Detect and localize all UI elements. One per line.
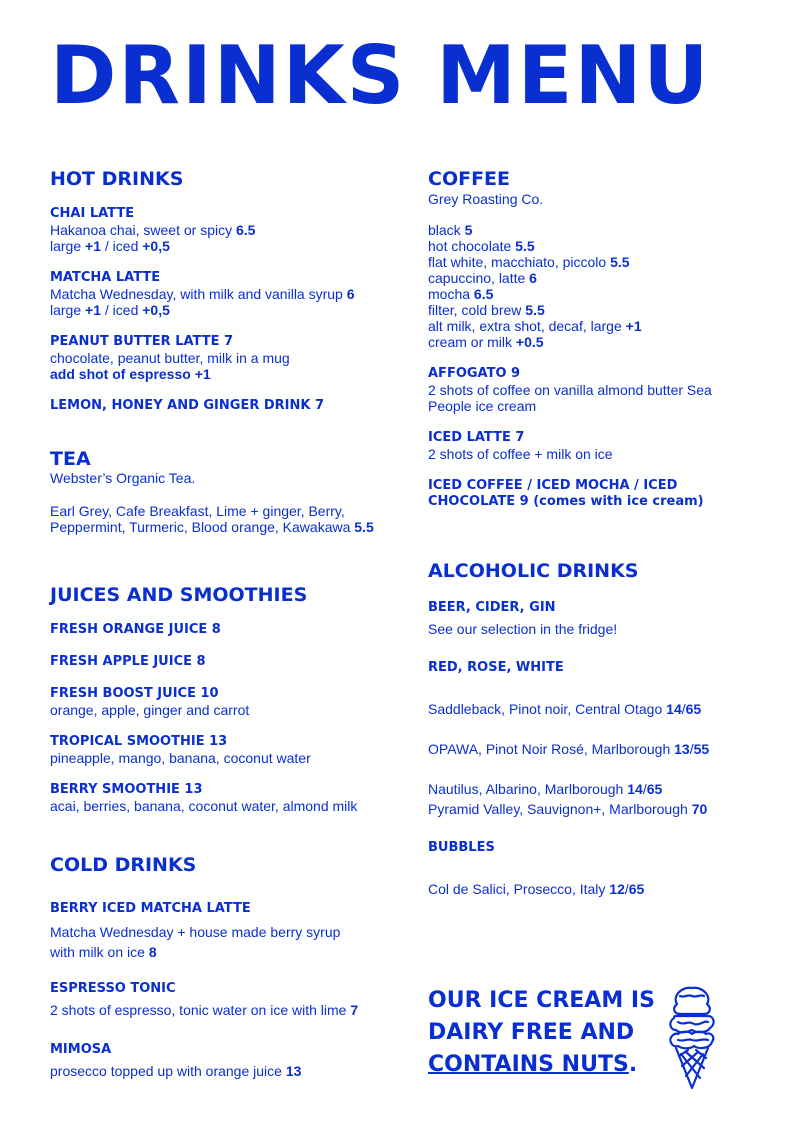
item-desc: Hakanoa chai, sweet or spicy [50,222,236,238]
item-desc: Pyramid Valley, Sauvignon+, Marlborough [428,801,692,817]
item-desc: 2 shots of coffee on vanilla almond butter Sea People ice cream [428,382,712,414]
item-name: MATCHA LATTE [50,270,161,285]
item-desc: large [50,238,86,254]
juice-item [50,734,390,766]
item-price: 6 [346,286,355,302]
notice-period: . [628,1052,638,1077]
price-separator: / [681,701,686,717]
item-price: 7 [350,1002,359,1018]
beer-item [428,600,758,637]
iced-mocha-item: ICED COFFEE / ICED MOCHA / ICED CHOCOLATE 9 (comes with ice cream) [428,478,704,509]
item-desc: 2 shots of espresso, tonic water on ice with lime [50,1002,351,1018]
tea-heading: TEA [50,448,91,470]
item-name: PEANUT BUTTER LATTE 7 [50,334,234,349]
item-price: 65 [646,781,663,797]
item-price: 13 [285,1063,302,1079]
item-desc: orange, apple, ginger and carrot [50,702,250,718]
peanut-butter-latte-item [50,334,390,382]
item-price: 14 [666,701,682,717]
coffee-line [428,254,758,270]
item-name: ESPRESSO TONIC [50,981,176,996]
price-separator: / [689,741,694,757]
ice-cream-notice [428,985,668,1081]
item-price: +0.5 [515,334,544,350]
matcha-latte-item [50,270,390,318]
item-price: +1 [85,302,101,318]
item-price: 5.5 [525,302,545,318]
item-desc: Col de Salici, Prosecco, Italy [428,881,610,897]
item-name: FRESH BOOST JUICE 10 [50,686,219,701]
item-desc: prosecco topped up with orange juice [50,1063,286,1079]
notice-line [428,1049,668,1081]
item-desc: capuccino, latte [428,270,530,286]
juices-heading: JUICES AND SMOOTHIES [50,584,308,606]
item-price: +0,5 [142,238,170,254]
item-price: 6.5 [235,222,256,238]
item-desc: / iced [101,238,143,254]
coffee-line [428,302,758,318]
mimosa-item [50,1042,390,1079]
item-desc: with milk on ice [50,944,149,960]
item-price: 12 [609,881,625,897]
item-name: ICED LATTE 7 [428,430,525,445]
coffee-list [428,222,758,350]
wine-item [428,701,701,717]
juice-item [50,654,390,670]
item-price: +0,5 [142,302,170,318]
item-desc: cream or milk [428,334,516,350]
wine-item [428,741,709,757]
item-price: 70 [691,801,708,817]
item-desc: See our selection in the fridge! [428,621,618,637]
item-price: 6 [529,270,537,286]
item-desc: Nautilus, Albarino, Marlborough [428,781,628,797]
item-price: 6.5 [473,286,494,302]
item-desc: black [428,222,465,238]
coffee-line [428,270,758,286]
coffee-heading: COFFEE [428,168,511,190]
item-price: 5.5 [515,238,535,254]
item-desc: / iced [101,302,143,318]
juice-item [50,782,390,814]
item-name: TROPICAL SMOOTHIE 13 [50,734,228,749]
berry-iced-matcha-item [50,901,390,962]
iced-latte-item [428,430,758,462]
notice-underlined: CONTAINS NUTS [428,1052,629,1077]
alcoholic-drinks-heading: ALCOHOLIC DRINKS [428,560,639,582]
item-desc: Matcha Wednesday, with milk and vanilla syrup [50,286,347,302]
page-title: DRINKS MENU [50,29,711,122]
item-price: 13 [674,741,690,757]
tea-varieties: Earl Grey, Cafe Breakfast, Lime + ginger, Berry, Peppermint, Turmeric, Blood orange, Kawakawa [50,503,355,535]
price-separator: / [642,781,647,797]
item-desc: Matcha Wednesday + house made berry syrup [50,924,341,940]
item-price: 14 [627,781,643,797]
coffee-line [428,238,758,254]
item-price: 5.5 [610,254,630,270]
item-name: BERRY ICED MATCHA LATTE [50,901,251,916]
tea-price: 5.5 [354,519,374,535]
item-name: MIMOSA [50,1042,112,1057]
affogato-item [428,366,758,414]
notice-line: DAIRY FREE AND [428,1020,635,1045]
wine-item [428,801,707,817]
hot-drinks-heading: HOT DRINKS [50,168,184,190]
item-desc: filter, cold brew [428,302,526,318]
notice-line: OUR ICE CREAM IS [428,988,655,1013]
item-desc: acai, berries, banana, coconut water, almond milk [50,798,358,814]
coffee-line [428,318,758,334]
item-name: FRESH ORANGE JUICE 8 [50,622,221,637]
coffee-line [428,222,758,238]
item-price: 65 [628,881,645,897]
tea-brand: Webster’s Organic Tea. [50,470,196,486]
chai-latte-item [50,206,390,254]
item-price: 8 [148,944,157,960]
ice-cream-cone-icon [662,982,722,1092]
item-desc: chocolate, peanut butter, milk in a mug [50,350,290,366]
juice-item [50,622,390,638]
item-name: AFFOGATO 9 [428,366,521,381]
coffee-line [428,286,758,302]
item-price: +1 [625,318,642,334]
item-desc: large [50,302,86,318]
bubbles-item [428,881,644,897]
item-name: BEER, CIDER, GIN [428,600,556,615]
item-addon: add shot of espresso +1 [50,366,211,382]
item-desc: Saddleback, Pinot noir, Central Otago [428,701,667,717]
item-price: 55 [693,741,710,757]
wine-heading: RED, ROSE, WHITE [428,660,564,675]
item-name: FRESH APPLE JUICE 8 [50,654,206,669]
juice-item [50,686,390,718]
tea-list [50,503,380,535]
item-desc: flat white, macchiato, piccolo [428,254,611,270]
wine-item [428,781,662,797]
item-desc: 2 shots of coffee + milk on ice [428,446,613,462]
item-desc: pineapple, mango, banana, coconut water [50,750,311,766]
item-desc: hot chocolate [428,238,516,254]
price-separator: / [624,881,629,897]
coffee-line [428,334,758,350]
item-price: 65 [685,701,702,717]
coffee-brand: Grey Roasting Co. [428,191,544,207]
item-desc: alt milk, extra shot, decaf, large [428,318,626,334]
item-desc: OPAWA, Pinot Noir Rosé, Marlborough [428,741,675,757]
bubbles-heading: BUBBLES [428,840,495,855]
item-name: CHAI LATTE [50,206,135,221]
item-price: 5 [464,222,473,238]
item-desc: mocha [428,286,474,302]
lemon-honey-ginger-item: LEMON, HONEY AND GINGER DRINK 7 [50,398,325,413]
item-price: +1 [85,238,101,254]
item-name: BERRY SMOOTHIE 13 [50,782,203,797]
espresso-tonic-item [50,981,390,1018]
cold-drinks-heading: COLD DRINKS [50,854,197,876]
